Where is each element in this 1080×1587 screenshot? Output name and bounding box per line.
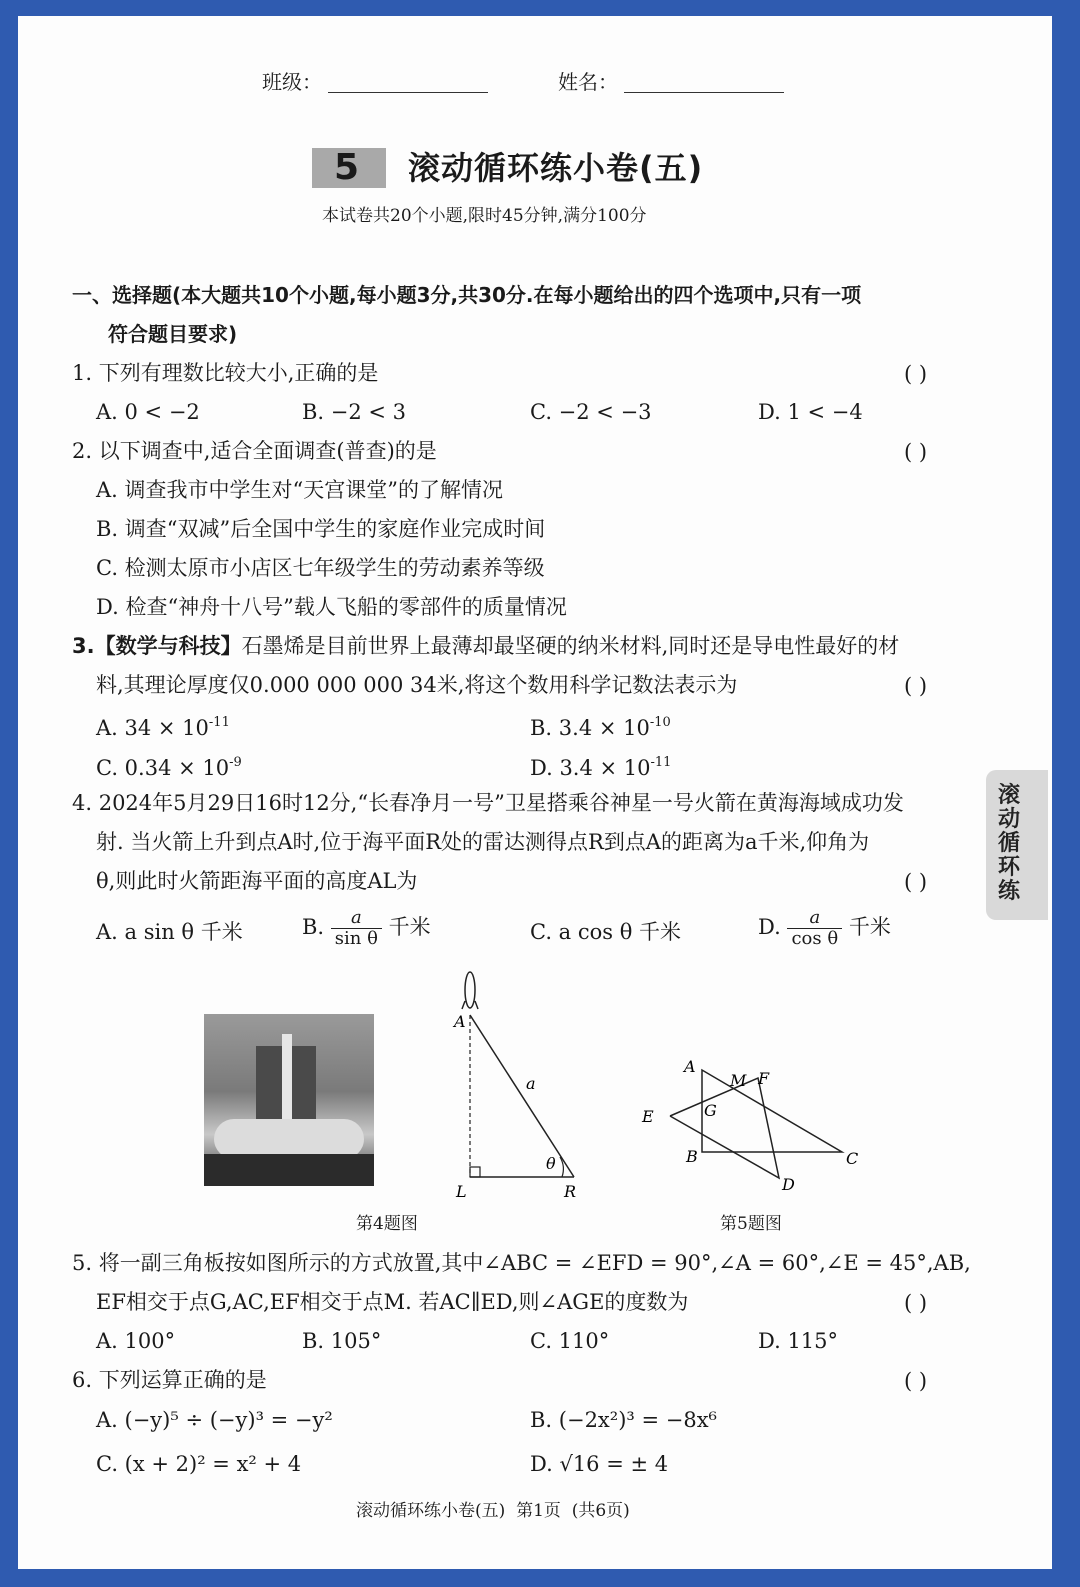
q6-option-d: D. √16 = ± 4 xyxy=(530,1452,669,1476)
rocket-icon xyxy=(462,972,478,1009)
fig5-label-c: C xyxy=(846,1149,859,1168)
title-number: 5 xyxy=(334,147,360,188)
q4-option-c: C. a cos θ 千米 xyxy=(530,920,682,944)
fig4-label-theta: θ xyxy=(546,1154,556,1173)
q5-stem-1: 5. 将一副三角板按如图所示的方式放置,其中∠ABC = ∠EFD = 90°,∠A = 60°,∠E = 45°,AB, xyxy=(72,1251,971,1275)
q3-option-a: A. $34 \times 10^{-11}$ xyxy=(96,715,230,740)
q4-option-b: B. $\frac{a}{\text{sin θ}}$ 千米 xyxy=(302,907,431,949)
q5-option-c: C. 110° xyxy=(530,1329,610,1353)
q1-option-c: C. −2 < −3 xyxy=(530,400,652,424)
q6-option-a: A. (−y)⁵ ÷ (−y)³ = −y² xyxy=(96,1408,333,1432)
fig5-label-m: M xyxy=(730,1071,747,1090)
page-title: 滚动循环练小卷(五) xyxy=(408,149,704,187)
section-heading-cont: 符合题目要求) xyxy=(108,322,238,346)
q3-option-d: D. $3.4 \times 10^{-11}$ xyxy=(530,755,672,780)
q4-stem-1: 4. 2024年5月29日16时12分,“长春净月一号”卫星搭乘谷神星一号火箭在黄海海域成功发 xyxy=(72,791,904,815)
side-tab-label: 滚动循环练 xyxy=(998,783,1021,904)
q3-stem-1: 石墨烯是目前世界上最薄却最坚硬的纳米材料,同时还是导电性最好的材 xyxy=(241,634,900,658)
rocket-launch-photo xyxy=(204,1014,374,1186)
figure-5-diagram xyxy=(636,1050,866,1200)
fig5-label-a: A xyxy=(684,1057,696,1076)
fig4-label-a-point: A xyxy=(454,1012,466,1031)
q2-option-d: D. 检查“神舟十八号”载人飞船的零部件的质量情况 xyxy=(96,595,567,619)
class-blank[interactable] xyxy=(328,92,488,93)
q4-answer-paren[interactable]: ( ) xyxy=(904,870,928,894)
fig4-label-l: L xyxy=(456,1182,467,1201)
section-heading: 一、选择题(本大题共10个小题,每小题3分,共30分.在每小题给出的四个选项中,只有一项 xyxy=(72,283,862,307)
side-tab xyxy=(986,770,1048,920)
q2-option-c: C. 检测太原市小店区七年级学生的劳动素养等级 xyxy=(96,556,545,580)
q6-option-b: B. (−2x²)³ = −8x⁶ xyxy=(530,1408,717,1432)
q1-stem: 1. 下列有理数比较大小,正确的是 xyxy=(72,361,379,385)
q4-stem-3: θ,则此时火箭距海平面的高度AL为 xyxy=(96,869,418,893)
q3-tag: 3.【数学与科技】 xyxy=(72,634,242,658)
q5-option-b: B. 105° xyxy=(302,1329,382,1353)
q3-stem-2: 料,其理论厚度仅0.000 000 000 34米,将这个数用科学记数法表示为 xyxy=(96,673,738,697)
q5-option-d: D. 115° xyxy=(758,1329,839,1353)
q2-option-a: A. 调查我市中学生对“天宫课堂”的了解情况 xyxy=(96,478,503,502)
q5-stem-2: EF相交于点G,AC,EF相交于点M. 若AC∥ED,则∠AGE的度数为 xyxy=(96,1290,689,1314)
q3-option-b: B. $3.4 \times 10^{-10}$ xyxy=(530,715,671,740)
q6-answer-paren[interactable]: ( ) xyxy=(904,1369,928,1393)
q5-option-a: A. 100° xyxy=(96,1329,176,1353)
q1-answer-paren[interactable]: ( ) xyxy=(904,362,928,386)
ship-shape xyxy=(204,1154,374,1186)
figure-4-caption: 第4题图 xyxy=(356,1214,418,1234)
q4-option-a: A. a sin θ 千米 xyxy=(96,920,243,944)
q1-option-a: A. 0 < −2 xyxy=(96,400,200,424)
fig4-label-r: R xyxy=(564,1182,577,1201)
class-label: 班级： xyxy=(262,70,322,94)
q6-option-c: C. (x + 2)² = x² + 4 xyxy=(96,1452,302,1476)
q4-stem-2: 射. 当火箭上升到点A时,位于海平面R处的雷达测得点R到点A的距离为a千米,仰角为 xyxy=(96,830,870,854)
q3-answer-paren[interactable]: ( ) xyxy=(904,674,928,698)
fig5-label-d: D xyxy=(782,1175,795,1194)
q4-option-d: D. $\frac{a}{\text{cos θ}}$ 千米 xyxy=(758,907,891,949)
subtitle: 本试卷共20个小题,限时45分钟,满分100分 xyxy=(322,206,647,226)
fig4-label-a-side: a xyxy=(526,1074,536,1093)
name-blank[interactable] xyxy=(624,92,784,93)
figure-4-diagram xyxy=(440,965,600,1205)
q1-option-b: B. −2 < 3 xyxy=(302,400,407,424)
page-footer: 滚动循环练小卷(五) 第1页 (共6页) xyxy=(356,1501,630,1521)
q1-option-d: D. 1 < −4 xyxy=(758,400,863,424)
fig5-label-b: B xyxy=(686,1147,698,1166)
q2-stem: 2. 以下调查中,适合全面调查(普查)的是 xyxy=(72,439,437,463)
q6-stem: 6. 下列运算正确的是 xyxy=(72,1368,267,1392)
name-label: 姓名： xyxy=(558,70,618,94)
fig5-label-f: F xyxy=(758,1069,770,1088)
q2-option-b: B. 调查“双减”后全国中学生的家庭作业完成时间 xyxy=(96,517,546,541)
q2-answer-paren[interactable]: ( ) xyxy=(904,440,928,464)
fig5-label-e: E xyxy=(642,1107,654,1126)
q3-option-c: C. $0.34 \times 10^{-9}$ xyxy=(96,755,242,780)
fig5-label-g: G xyxy=(704,1101,717,1120)
figure-5-caption: 第5题图 xyxy=(720,1214,782,1234)
smoke-shape xyxy=(214,1119,364,1159)
q5-answer-paren[interactable]: ( ) xyxy=(904,1291,928,1315)
